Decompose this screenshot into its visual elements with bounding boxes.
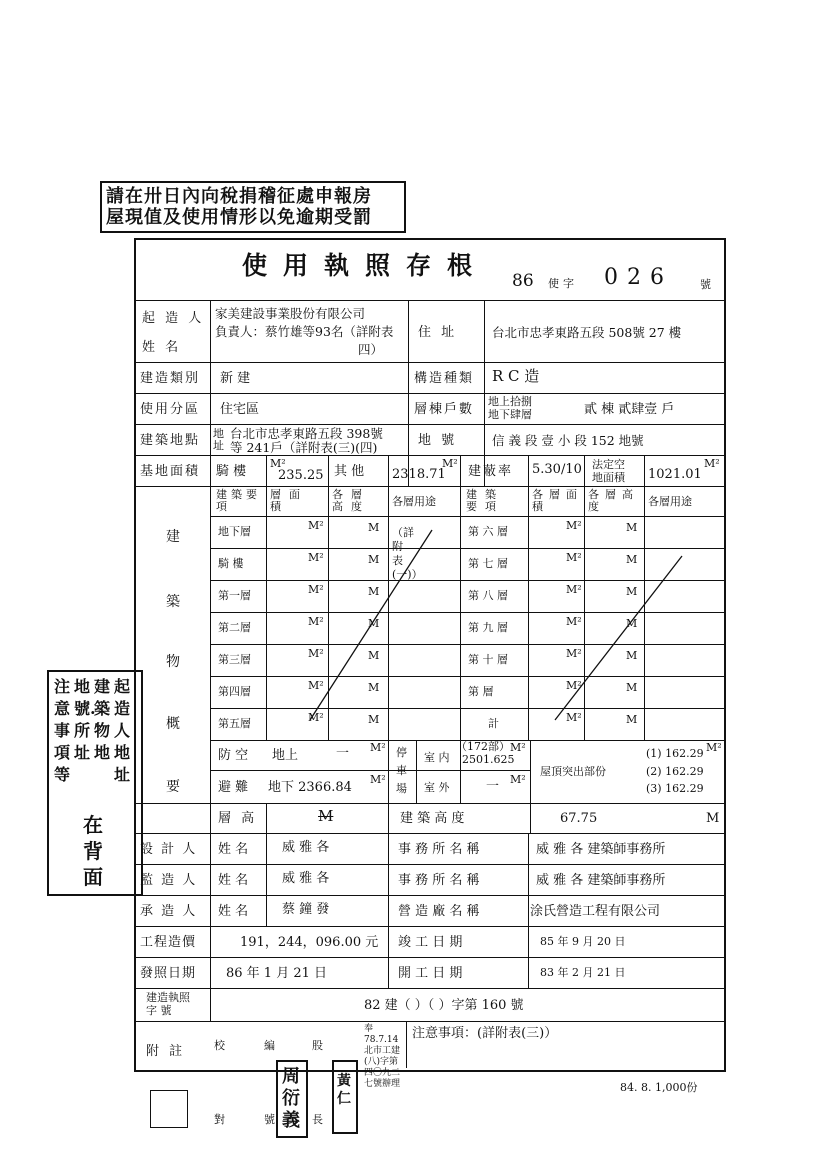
header-right-height: 各層高度 xyxy=(588,488,639,513)
tax-notice-line-2: 屋現值及使用情形以免逾期受罰 xyxy=(106,207,372,228)
tax-notice-line-1: 請在卅日內向稅捐稽征處申報房 xyxy=(106,186,372,207)
supervisor-name: 威 雅 各 xyxy=(282,871,330,886)
side-note-col-4: 起造人地址 xyxy=(114,677,131,784)
header-right-usage: 各層用途 xyxy=(648,495,692,508)
unit-m2-l1: M² xyxy=(308,551,324,564)
roof-1-unit: M² xyxy=(706,741,722,754)
print-info: 84. 8. 1,000份 xyxy=(620,1081,698,1094)
indoor-value-1: （172部） xyxy=(456,740,510,753)
designer-name-label: 姓 名 xyxy=(218,842,249,857)
supervisor-office: 威 雅 各 建築師事務所 xyxy=(536,873,666,888)
unit-m2-r6: M² xyxy=(566,711,582,724)
officer-stamp xyxy=(276,1060,308,1138)
roof-1: (1) 162.29 xyxy=(646,747,704,760)
floor-table-side-label-1: 築 xyxy=(166,594,180,610)
contractor-factory-label: 營 造 廠 名 稱 xyxy=(398,904,480,919)
cost-value: 191，244，096.00 元 xyxy=(240,935,379,950)
supervisor-label: 監 造 人 xyxy=(140,873,198,888)
unit-m-r0: M xyxy=(626,521,638,534)
unit-m2-l5: M² xyxy=(308,679,324,692)
open-space-label-1: 法定空 xyxy=(592,458,625,471)
floor-right-4: 第 十 層 xyxy=(468,653,508,666)
floor-left-5: 第四層 xyxy=(218,685,251,698)
side-note-col-1: 注意事項等 xyxy=(54,677,71,784)
floor-right-2: 第 八 層 xyxy=(468,589,508,602)
chief-stamp-name: 黃仁 xyxy=(337,1073,351,1107)
outdoor-dash: 一 xyxy=(486,779,500,794)
unit-m-l3: M xyxy=(368,617,380,630)
other-unit: M² xyxy=(442,457,458,470)
completion-value: 85 年 9 月 20 日 xyxy=(540,935,626,948)
issue-date-value: 86 年 1 月 21 日 xyxy=(226,966,328,981)
evacuation-value: 地下 2366.84 xyxy=(268,780,352,795)
lot-label: 地 號 xyxy=(418,433,458,448)
base-area-label: 基地面積 xyxy=(140,464,201,479)
builder-name-3: 四） xyxy=(358,342,384,357)
remarks-col-1: 對 xyxy=(214,1113,225,1126)
other-value: 2318.71 xyxy=(392,467,446,482)
site-value-1: 台北市忠孝東路五段 398號 xyxy=(230,426,383,441)
unit-m2-r4: M² xyxy=(566,647,582,660)
permit-suffix: 號 xyxy=(700,278,711,291)
floor-left-0: 地下層 xyxy=(218,525,251,538)
floor-right-1: 第 七 層 xyxy=(468,557,508,570)
floor-left-3: 第二層 xyxy=(218,621,251,634)
site-value-2: 等 241戶（詳附表(三)(四) xyxy=(230,440,378,455)
contractor-office: 涂氏營造工程有限公司 xyxy=(530,904,661,919)
site-sub-label: 地址 xyxy=(213,427,224,452)
open-space-value: 1021.01 xyxy=(648,467,702,482)
designer-name: 威 雅 各 xyxy=(282,840,330,855)
roof-3: (3) 162.29 xyxy=(646,782,704,795)
side-note-col-3: 建築物地 xyxy=(94,677,111,762)
building-height-label: 建 築 高 度 xyxy=(400,811,465,826)
floors-value-1: 地上拾捌 xyxy=(488,395,532,408)
parking-label: 停車場 xyxy=(396,746,407,795)
floor-table-side-label-4: 要 xyxy=(166,779,180,795)
floors-label: 層棟戶數 xyxy=(414,402,475,417)
floors-value-3: 貳 棟 貳肆壹 戶 xyxy=(584,402,675,417)
builder-name-1: 家美建設事業股份有限公司 xyxy=(215,306,366,321)
coverage-label: 建蔽率 xyxy=(468,464,514,479)
seal-stamp xyxy=(150,1090,188,1128)
indoor-unit: M² xyxy=(510,741,526,754)
permit-no-label-2: 字 號 xyxy=(146,1004,172,1017)
site-label: 建築地點 xyxy=(140,433,201,448)
floor-left-2: 第一層 xyxy=(218,589,251,602)
unit-m-l5: M xyxy=(368,681,380,694)
lot-value: 信 義 段 壹 小 段 152 地號 xyxy=(492,433,644,448)
building-height-value: 67.75 xyxy=(560,811,598,826)
unit-m-l4: M xyxy=(368,649,380,662)
remarks-label: 附 註 xyxy=(146,1044,186,1059)
usage-note: （詳附表(一)） xyxy=(392,526,423,581)
unit-m2-l3: M² xyxy=(308,615,324,628)
air-raid-label: 防 空 xyxy=(218,748,249,763)
arcade-label: 騎 樓 xyxy=(216,464,247,479)
building-height-unit: M xyxy=(706,811,720,826)
start-date-label: 開 工 日 期 xyxy=(398,966,463,981)
unit-m-r1: M xyxy=(626,553,638,566)
unit-m2-l0: M² xyxy=(308,519,324,532)
officer-stamp-name: 周衍義 xyxy=(282,1066,300,1131)
build-type-value: 新 建 xyxy=(220,371,251,386)
outdoor-unit: M² xyxy=(510,773,526,786)
unit-m2-r0: M² xyxy=(566,519,582,532)
address-value: 台北市忠孝東路五段 508號 27 樓 xyxy=(492,325,682,340)
start-date-value: 83 年 2 月 21 日 xyxy=(540,966,626,979)
air-raid-unit: M² xyxy=(370,741,386,754)
structure-label: 構造種類 xyxy=(414,371,475,386)
builder-name-2: 負責人：蔡竹雄等93名（詳附表 xyxy=(215,324,394,339)
unit-m2-r5: M² xyxy=(566,679,582,692)
unit-m-l2: M xyxy=(368,585,380,598)
build-type-label: 建造類別 xyxy=(140,371,201,386)
remarks-col-2: 編 xyxy=(264,1039,275,1052)
remarks-col-0: 校 xyxy=(214,1039,225,1052)
air-raid-value: 地上 xyxy=(272,748,299,763)
unit-m2-r2: M² xyxy=(566,583,582,596)
coverage-value: 5.30/10 xyxy=(532,462,582,477)
floor-table-side-label-3: 概 xyxy=(166,716,180,732)
designer-office-label: 事 務 所 名 稱 xyxy=(398,842,480,857)
header-left-area: 層面積 xyxy=(270,488,308,513)
permit-no-value: 82 建（ ）（ ）字第 160 號 xyxy=(364,998,524,1013)
open-space-unit: M² xyxy=(704,457,720,470)
permit-word: 使字 xyxy=(548,277,578,290)
floor-left-4: 第三層 xyxy=(218,653,251,666)
arcade-unit: M² xyxy=(270,457,286,470)
designer-label: 設 計 人 xyxy=(140,842,198,857)
supervisor-office-label: 事 務 所 名 稱 xyxy=(398,873,480,888)
indoor-value-2: 2501.625 xyxy=(462,753,515,766)
header-left-usage: 各層用途 xyxy=(392,495,436,508)
document-reference: 奉78.7.14北市工建(八)字第四〇九二七號辦理 xyxy=(364,1024,401,1089)
floor-right-3: 第 九 層 xyxy=(468,621,508,634)
floor-right-6: 計 xyxy=(488,717,499,730)
header-right-area: 各層面積 xyxy=(532,488,583,513)
supervisor-name-label: 姓 名 xyxy=(218,873,249,888)
remarks-note: 注意事項：(詳附表(三)） xyxy=(412,1026,558,1041)
side-note-back: 在背面 xyxy=(83,813,103,889)
floors-value-2: 地下肆層 xyxy=(488,408,532,421)
unit-m-r5: M xyxy=(626,681,638,694)
builder-name-label: 姓 名 xyxy=(142,340,182,355)
zone-label: 使用分區 xyxy=(140,402,201,417)
zone-value: 住宅區 xyxy=(220,402,260,417)
remarks-col-4: 股 xyxy=(312,1039,323,1052)
floor-table-side-label-0: 建 xyxy=(166,529,180,545)
side-note-col-2: 地號.所址 xyxy=(74,677,96,762)
floor-table-side-label-2: 物 xyxy=(166,654,180,670)
arcade-value: 235.25 xyxy=(278,468,324,483)
unit-m-r6: M xyxy=(626,713,638,726)
remarks-col-5: 長 xyxy=(312,1113,323,1126)
header-right-item: 建築要項 xyxy=(466,488,504,513)
outdoor-label: 室 外 xyxy=(424,781,450,794)
header-left-height: 各層高度 xyxy=(332,488,370,513)
structure-value: R C 造 xyxy=(492,367,540,385)
contractor-label: 承 造 人 xyxy=(140,904,198,919)
floor-left-6: 第五層 xyxy=(218,717,251,730)
evacuation-unit: M² xyxy=(370,773,386,786)
permit-year: 86 xyxy=(512,271,534,291)
contractor-name-label: 姓 名 xyxy=(218,904,249,919)
unit-m-r3: M xyxy=(626,617,638,630)
cost-label: 工程造價 xyxy=(140,935,197,950)
floor-height-label: 層 高 xyxy=(218,811,258,826)
unit-m2-l6: M² xyxy=(308,711,324,724)
roof-2: (2) 162.29 xyxy=(646,765,704,778)
unit-m-l0: M xyxy=(368,521,380,534)
floor-left-1: 騎 樓 xyxy=(218,557,244,570)
designer-office: 威 雅 各 建築師事務所 xyxy=(536,842,666,857)
contractor-name: 蔡 鐘 發 xyxy=(282,902,330,917)
floor-right-5: 第 層 xyxy=(468,685,494,698)
permit-number: 026 xyxy=(604,265,673,290)
roof-label: 屋頂突出部份 xyxy=(540,765,606,778)
address-label: 住 址 xyxy=(418,325,458,340)
chief-stamp xyxy=(332,1060,358,1134)
unit-m2-r3: M² xyxy=(566,615,582,628)
remarks-col-3: 號 xyxy=(264,1113,275,1126)
builder-label: 起 造 人 xyxy=(142,311,205,326)
header-left-item: 建築要項 xyxy=(216,488,261,513)
completion-label: 竣 工 日 期 xyxy=(398,935,463,950)
unit-m2-l2: M² xyxy=(308,583,324,596)
form-title: 使用執照存根 xyxy=(242,251,489,280)
open-space-label-2: 地面積 xyxy=(592,471,625,484)
other-label: 其 他 xyxy=(334,464,365,479)
unit-m-r2: M xyxy=(626,585,638,598)
floor-right-0: 第 六 層 xyxy=(468,525,508,538)
unit-m2-r1: M² xyxy=(566,551,582,564)
unit-m2-l4: M² xyxy=(308,647,324,660)
unit-m-r4: M xyxy=(626,649,638,662)
unit-m-l6: M xyxy=(368,713,380,726)
issue-date-label: 發照日期 xyxy=(140,966,197,981)
permit-no-label-1: 建造執照 xyxy=(146,991,190,1004)
air-raid-dash: 一 xyxy=(336,746,350,761)
evacuation-label: 避 難 xyxy=(218,780,249,795)
floor-height-value: M xyxy=(318,807,334,825)
unit-m-l1: M xyxy=(368,553,380,566)
indoor-label: 室 内 xyxy=(424,751,450,764)
